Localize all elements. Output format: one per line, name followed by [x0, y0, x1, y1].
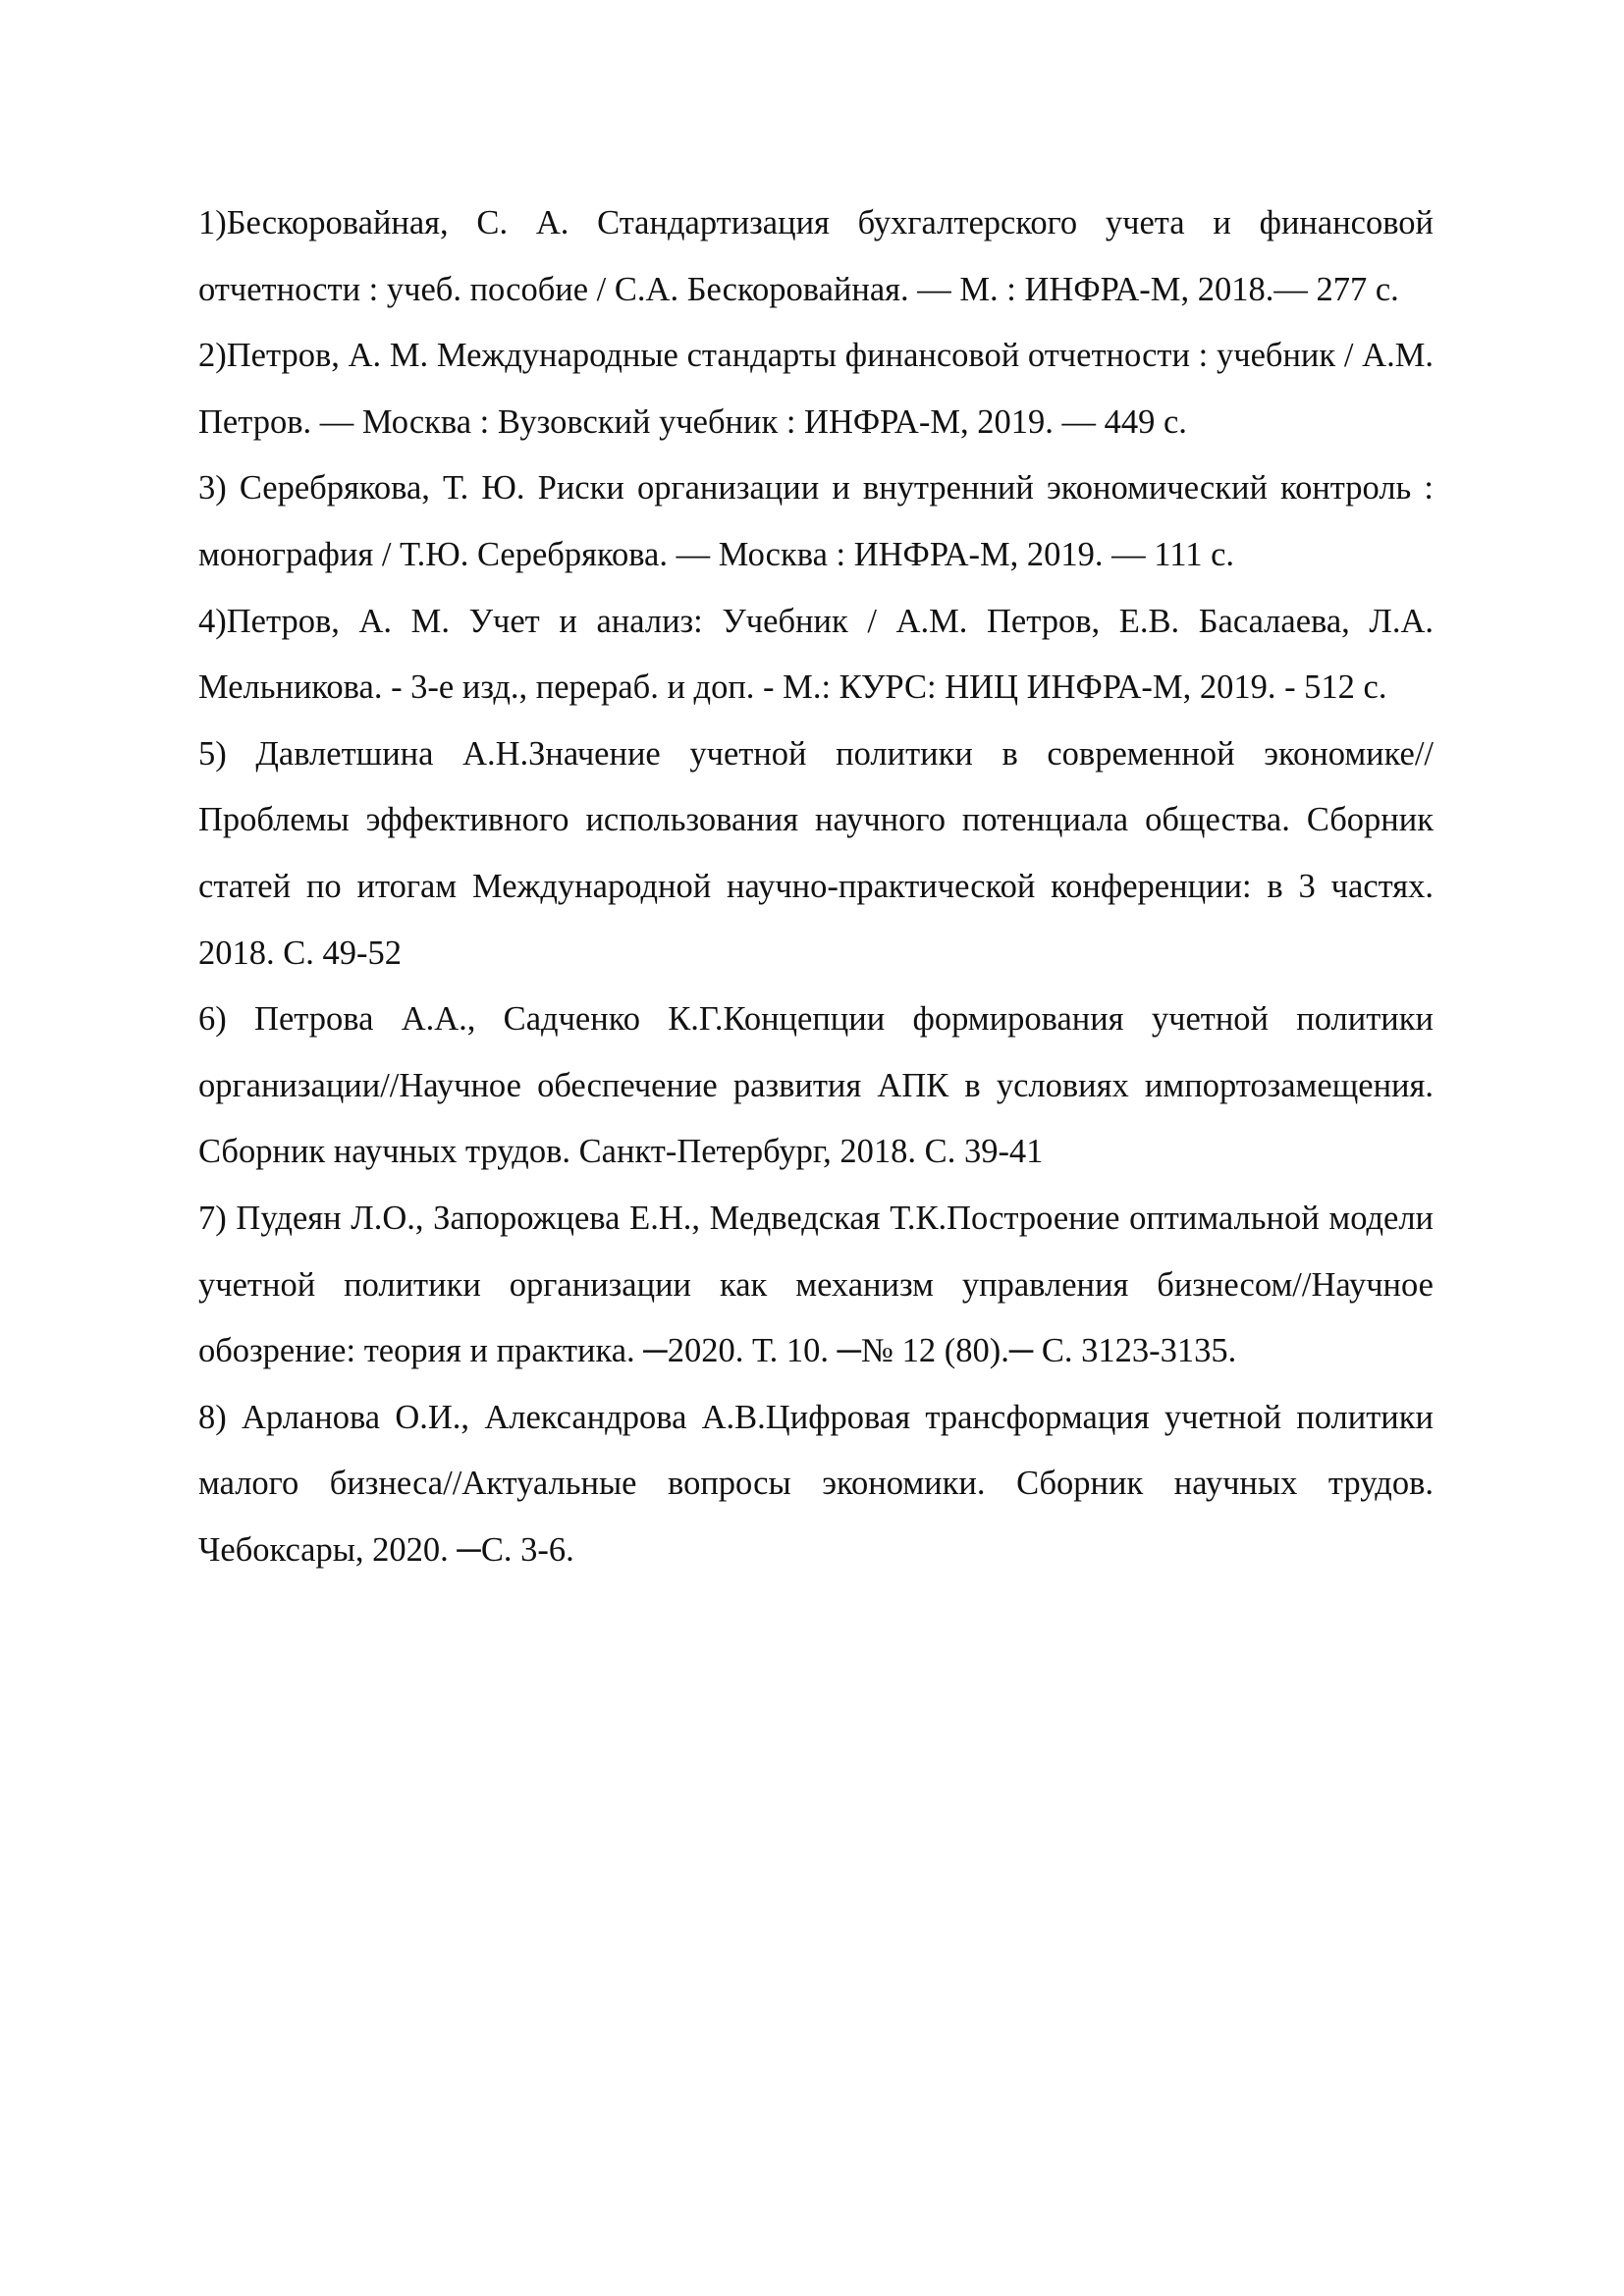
reference-list — [198, 190, 1434, 1583]
reference-item-2: 2)Петров, А. М. Международные стандарты финансовой отчетности : учебник / А.М. Петров. — Москва : Вузовский учебник : ИНФРА-М, 2019. — 449 с. — [198, 337, 1434, 441]
reference-item-5: 5) Давлетшина А.Н.Значение учетной политики в современной экономике//Проблемы эффективного использования научного потенциала общества. Сборник статей по итогам Международной научно-практической конференции: в 3 частях. 2018. С. 49-52 — [198, 734, 1434, 972]
reference-item-8: 8) Арланова О.И., Александрова А.В.Цифровая трансформация учетной политики малого бизнеса//Актуальные вопросы экономики. Сборник научных трудов. Чебоксары, 2020. ─С. 3-6. — [198, 1398, 1434, 1569]
reference-item-6: 6) Петрова А.А., Садченко К.Г.Концепции формирования учетной политики организации//Научное обеспечение развития АПК в условиях импортозамещения. Сборник научных трудов. Санкт-Петербург, 2018. С. 39-41 — [198, 1000, 1434, 1171]
reference-item-7: 7) Пудеян Л.О., Запорожцева Е.Н., Медведская Т.К.Построение оптимальной модели учетной политики организации как механизм управления бизнесом//Научное обозрение: теория и практика. ─2020. Т. 10. ─№ 12 (80).─ С. 3123-3135. — [198, 1199, 1434, 1370]
reference-item-3: 3) Серебрякова, Т. Ю. Риски организации и внутренний экономический контроль : монография / Т.Ю. Серебрякова. — Москва : ИНФРА-М, 2019. — 111 с. — [198, 469, 1434, 573]
reference-item-1: 1)Бескоровайная, С. А. Стандартизация бухгалтерского учета и финансовой отчетности : учеб. пособие / С.А. Бескоровайная. — М. : ИНФРА-М, 2018.— 277 с. — [198, 204, 1434, 308]
reference-item-4: 4)Петров, А. М. Учет и анализ: Учебник / А.М. Петров, Е.В. Басалаева, Л.А. Мельникова. - 3-е изд., перераб. и доп. - М.: КУРС: НИЦ ИНФРА-М, 2019. - 512 с. — [198, 602, 1434, 707]
